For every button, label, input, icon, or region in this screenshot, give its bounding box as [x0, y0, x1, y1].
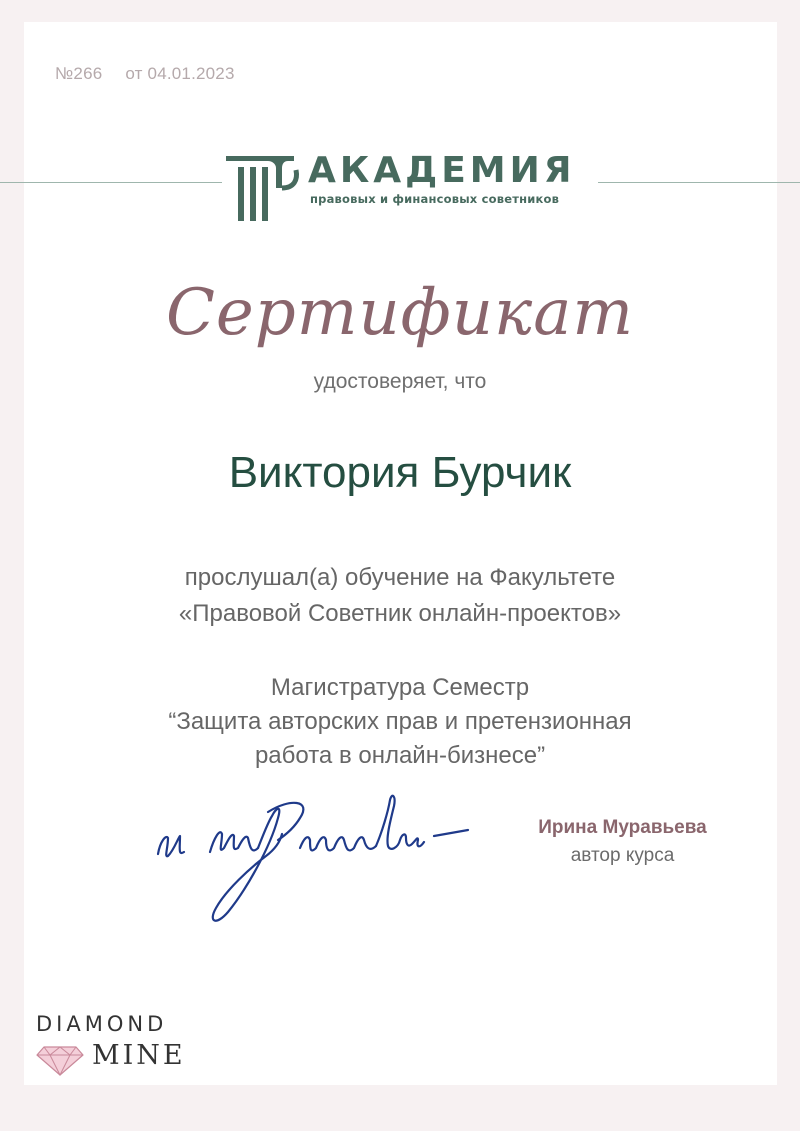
author-name: Ирина Муравьева: [538, 817, 707, 838]
academy-tagline: правовых и финансовых советников: [310, 192, 560, 206]
certificate-title: Сертификат: [165, 276, 635, 350]
header-rule-left: [0, 182, 222, 183]
diamond-mine-word-2: MINE: [92, 1040, 186, 1071]
program-line: Магистратура Семестр: [270, 674, 530, 701]
diamond-mine-word-1: DIAMOND: [36, 1012, 168, 1036]
document-number: №266: [55, 64, 103, 83]
course-title-line-1: “Защита авторских прав и претензионная: [168, 708, 632, 735]
header-rule-right: [598, 182, 800, 183]
course-line-2: «Правовой Советник онлайн-проектов»: [178, 600, 622, 627]
column-logo-icon: [222, 148, 302, 226]
course-title-line-2: работа в онлайн-бизнесе”: [254, 742, 546, 769]
diamond-mine-logo: [36, 1012, 196, 1076]
diamond-gem-icon: [36, 1046, 84, 1076]
course-line-1: прослушал(а) обучение на Факультете: [184, 564, 616, 591]
recipient-name: Виктория Бурчик: [228, 448, 572, 497]
academy-name: АКАДЕМИЯ: [308, 150, 576, 191]
author-role: автор курса: [570, 845, 675, 866]
certificate-subtitle: удостоверяет, что: [313, 370, 487, 393]
author-signature: [150, 782, 490, 932]
document-date: от 04.01.2023: [125, 64, 235, 83]
academy-logo: [222, 148, 598, 228]
document-number-line: [55, 64, 235, 84]
